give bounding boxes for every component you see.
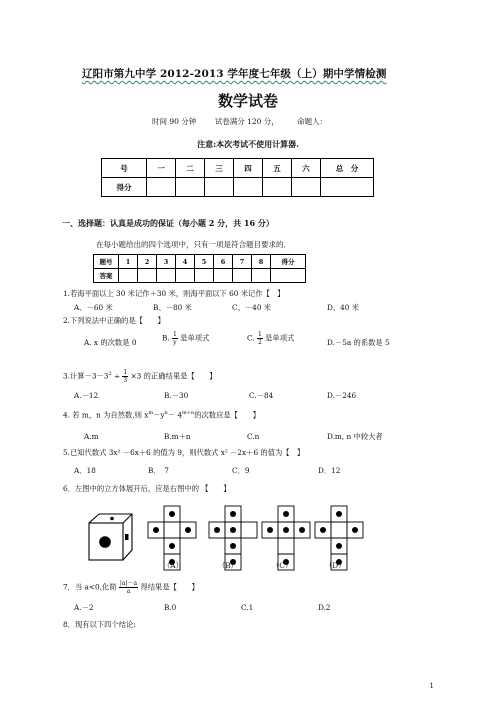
question-2: 2.下列说法中正确的是【 】 [63, 316, 165, 325]
answer-input-cell[interactable] [214, 269, 233, 283]
score-input-cell[interactable] [292, 178, 321, 197]
exam-subtitle: 数学试卷 [217, 92, 278, 110]
exam-author: 命题人： [297, 117, 328, 126]
q7-fraction [119, 580, 138, 595]
q7-option-d: D.2 [318, 603, 331, 612]
q2-fraction-c-denominator: 2 [257, 339, 262, 346]
score-input-cell[interactable] [205, 178, 234, 197]
answer-table [93, 254, 306, 283]
q4-text-b: －y [153, 410, 165, 420]
q4-text-d: 的次数应是【 】 [194, 410, 260, 420]
q2-option-b [162, 331, 209, 346]
q3-divide: ÷ [113, 371, 121, 381]
answer-header-cell: 1 [119, 255, 138, 269]
q2-option-c [247, 331, 294, 346]
question-7 [63, 580, 199, 595]
question-3: 3.计算$-3-3^2$ ÷ $\frac{1}{3} \times 3$ 的正确结果是【 】 [63, 369, 217, 384]
score-table [101, 158, 374, 197]
q4-text-a: 4. 若 m，n 为自然数,则 x [63, 410, 149, 420]
q7-option-b: B.0 [164, 603, 177, 612]
q4-option-b: B.m＋n [164, 432, 191, 441]
answer-header-cell: 4 [176, 255, 195, 269]
exam-info [152, 116, 343, 127]
q2-option-d: D.－5a 的系数是 5 [327, 338, 390, 347]
q4-sup-m: m [148, 410, 154, 416]
q1-option-c: C、－40 米 [232, 303, 272, 312]
question-8: 8．现有以下四个结论: [63, 620, 136, 629]
q4-option-d: D.m, n 中较大者 [327, 432, 383, 441]
question-1: 1.若海平面以上 30 米记作＋30 米，则海平面以下 60 米记作【 】 [63, 289, 285, 298]
score-input-cell[interactable] [234, 178, 263, 197]
question-6: 6．左图中的立方体展开后，应是右图中的 【 】 [63, 484, 231, 493]
q6-label-d: （D） [325, 561, 346, 570]
q6-label-c: （C） [272, 561, 293, 570]
score-input-cell[interactable] [263, 178, 292, 197]
question-4 [63, 410, 260, 420]
answer-header-cell: 8 [252, 255, 271, 269]
q2-fraction-c [257, 331, 263, 346]
score-cell: 四 [234, 159, 263, 178]
answer-table-header-row [94, 255, 306, 269]
q7-suffix: 得结果是【 】 [140, 582, 199, 592]
score-cell: 五 [263, 159, 292, 178]
score-table-score-row [102, 178, 374, 197]
q2-option-b-text: 是单项式 [180, 333, 210, 343]
answer-input-cell[interactable] [252, 269, 271, 283]
q2-fraction-b-numerator: 1 [173, 331, 177, 338]
answer-input-cell[interactable] [195, 269, 214, 283]
q5-option-c: C．9 [232, 466, 250, 475]
q3-option-b: B.－30 [164, 391, 189, 400]
q4-option-c: C.n [247, 432, 260, 441]
q6-label-a: （A） [163, 561, 183, 570]
answer-input-cell[interactable] [138, 269, 157, 283]
q2-fraction-b-denominator: y [173, 339, 177, 346]
answer-row-label: 答案 [94, 269, 119, 283]
exam-title: 辽阳市第九中学 2012-2013 学年度七年级（上）期中学情检测 [82, 68, 387, 80]
answer-header-cell: 2 [138, 255, 157, 269]
exam-time: 时间 90 分钟 [152, 117, 197, 126]
q2-fraction-c-numerator: 1 [257, 331, 262, 338]
answer-input-cell[interactable] [119, 269, 138, 283]
q2-option-a: A. x 的次数是 0 [84, 338, 137, 347]
q4-sup-n: n [164, 410, 168, 416]
q7-option-a: A.－2 [74, 603, 94, 612]
score-cell: 总 分 [321, 159, 374, 178]
q7-fraction-numerator: |a|－a [119, 580, 138, 587]
answer-header-cell: 6 [214, 255, 233, 269]
q5-option-a: A．18 [74, 466, 96, 475]
q2-option-c-text: 是单项式 [265, 333, 295, 343]
q5-option-b: B． 7 [148, 466, 169, 475]
q7-prefix: 7．当 a<0,化简 [63, 582, 117, 592]
q1-option-d: D、40 米 [327, 303, 360, 312]
q7-option-c: C.1 [241, 603, 254, 612]
score-cell: 六 [292, 159, 321, 178]
answer-input-cell[interactable] [157, 269, 176, 283]
score-cell: 二 [176, 159, 205, 178]
section-1-title: 一、选择题：认真是成功的保证（每小题 2 分，共 16 分） [62, 218, 274, 228]
answer-header-cell: 3 [157, 255, 176, 269]
q4-sup-mn: m+n [182, 410, 195, 416]
score-input-cell[interactable] [321, 178, 374, 197]
q3-fraction [122, 369, 128, 384]
exam-full-score: 试卷满分 120 分， [214, 117, 279, 126]
q5-option-d: D．12 [318, 466, 341, 475]
score-table-header-row [102, 159, 374, 178]
q4-option-a: A.m [84, 432, 99, 441]
score-input-cell[interactable] [147, 178, 176, 197]
answer-header-cell: 得分 [271, 255, 306, 269]
q6-label-b: （B） [218, 561, 238, 570]
answer-input-cell[interactable] [176, 269, 195, 283]
q3-suffix: ×3 的正确结果是【 】 [130, 371, 217, 381]
section-1-instruction: 在每小题给出的四个选项中，只有一项是符合题目要求的． [96, 240, 291, 249]
q3-option-c: C.－84 [249, 391, 274, 400]
q3-option-a: A.－12 [74, 391, 99, 400]
cube-figure [88, 512, 134, 562]
score-row-label: 得分 [102, 178, 147, 197]
score-cell: 三 [205, 159, 234, 178]
answer-header-cell: 题号 [94, 255, 119, 269]
page-number: 1 [429, 682, 434, 690]
score-input-cell[interactable] [176, 178, 205, 197]
q1-option-a: A、－60 米 [74, 303, 113, 312]
q3-prefix: 3.计算－3－3 [63, 371, 109, 381]
q3-option-d: D.－246 [327, 391, 357, 400]
q3-fraction-denominator: 3 [123, 377, 128, 384]
q1-option-b: B、－80 米 [153, 303, 192, 312]
answer-header-cell: 5 [195, 255, 214, 269]
answer-header-cell: 7 [233, 255, 252, 269]
answer-table-answer-row [94, 269, 306, 283]
q2-fraction-b [172, 331, 178, 346]
answer-input-cell[interactable] [271, 269, 306, 283]
score-cell: 一 [147, 159, 176, 178]
q2-option-c-prefix: C. [247, 333, 255, 343]
score-cell: 号 [102, 159, 147, 178]
q4-text-c: － 4 [167, 410, 183, 420]
answer-input-cell[interactable] [233, 269, 252, 283]
q2-option-b-prefix: B. [162, 333, 170, 343]
q7-fraction-denominator: a [126, 588, 131, 595]
question-5: 5.已知代数式 3x² －6x＋6 的值为 9，则代数式 x² －2x＋6 的值为【 】 [63, 448, 305, 457]
exam-notice: 注意:本次考试不使用计算器. [197, 139, 299, 149]
q3-fraction-numerator: 1 [123, 369, 128, 376]
